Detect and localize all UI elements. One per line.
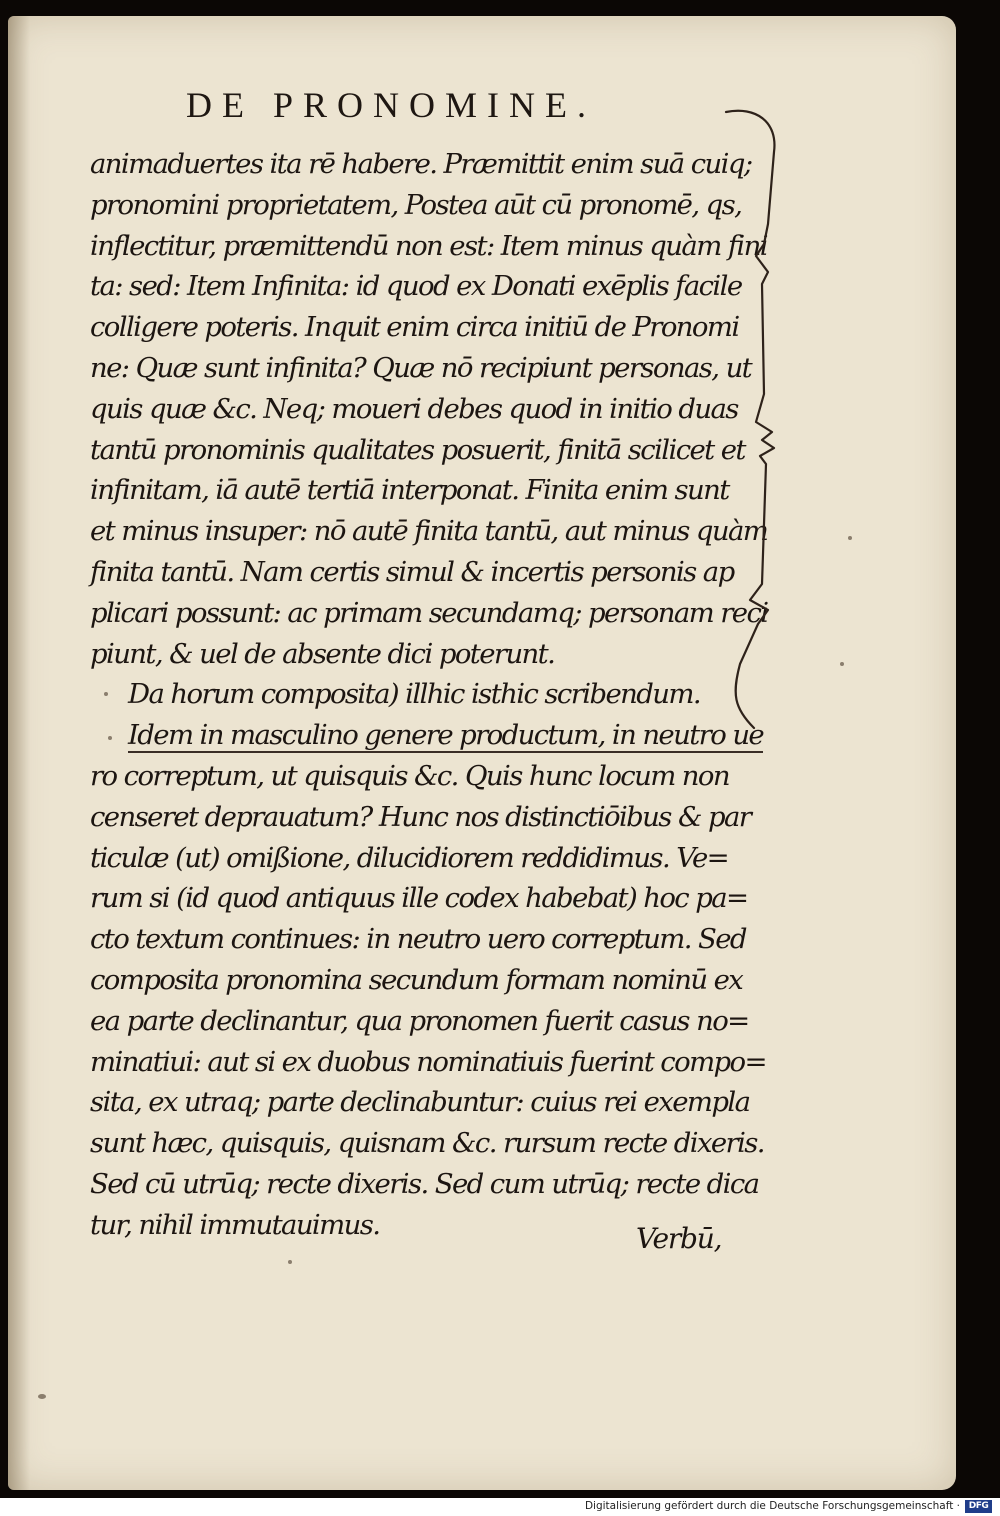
text-line: finita tantū. Nam certis simul & incertis personis ap	[90, 555, 734, 588]
text-line: piunt, & uel de absente dici poterunt.	[90, 637, 555, 670]
ink-speck	[288, 1260, 292, 1264]
handwritten-bracket-icon	[716, 104, 796, 744]
underlined-text: Idem in masculino genere productum, in neutro ue	[128, 719, 764, 752]
body-text	[90, 144, 770, 1246]
funding-credit: Digitalisierung gefördert durch die Deutsche Forschungsgemeinschaft ·	[584, 1500, 960, 1512]
running-head: DE PRONOMINE.	[186, 85, 597, 125]
ink-speck	[38, 1394, 46, 1399]
catchword: Verbū,	[636, 1222, 722, 1255]
lemma-line: Da horum composita) illhic isthic scribendum.	[128, 678, 700, 711]
text-line: sita, ex utraq; parte declinabuntur: cuius rei exempla	[90, 1086, 750, 1119]
text-line: colligere poteris. Inquit enim circa initiū de Pronomi	[90, 311, 739, 344]
text-line: infinitam, iā autē tertiā interponat. Finita enim sunt	[90, 474, 729, 507]
ink-speck	[840, 662, 844, 666]
text-line: sunt hæc, quisquis, quisnam &c. rursum recte dixeris.	[90, 1127, 764, 1160]
text-line: ticulæ (ut) omißione, dilucidiorem reddidimus. Ve=	[90, 841, 729, 874]
dfg-logo: DFG	[965, 1500, 992, 1513]
text-line: rum si (id quod antiquus ille codex habebat) hoc pa=	[90, 882, 748, 915]
text-line: pronomini proprietatem, Postea aūt cū pronomē, qs,	[90, 188, 742, 221]
text-line: tur, nihil immutauimus.	[90, 1208, 380, 1241]
ink-speck	[848, 536, 852, 540]
text-line: cto textum continues: in neutro uero correptum. Sed	[90, 923, 746, 956]
text-line: ro correptum, ut quisquis &c. Quis hunc locum non	[90, 759, 729, 792]
text-line: tantū pronominis qualitates posuerit, finitā scilicet et	[90, 433, 745, 466]
text-line: minatiui: aut si ex duobus nominatiuis fuerint compo=	[90, 1045, 766, 1078]
text-line: animaduertes ita rē habere. Præmittit enim suā cuiq;	[90, 148, 752, 180]
text-line: Sed cū utrūq; recte dixeris. Sed cum utrūq; recte dica	[90, 1167, 759, 1200]
ink-speck	[104, 692, 108, 696]
text-line: censeret deprauatum? Hunc nos distinctiōibus & par	[90, 800, 751, 833]
text-line: ne: Quæ sunt infinita? Quæ nō recipiunt personas, ut	[90, 351, 752, 384]
text-line: inflectitur, præmittendū non est: Item minus quàm fini	[90, 229, 767, 262]
text-line: composita pronomina secundum formam nominū ex	[90, 963, 743, 996]
text-line: ea parte declinantur, qua pronomen fuerit casus no=	[90, 1004, 749, 1037]
text-line: plicari possunt: ac primam secundamq; personam reci	[90, 596, 768, 629]
book-page	[8, 16, 956, 1490]
text-line: quis quæ &c. Neq; moueri debes quod in initio duas	[90, 392, 738, 425]
text-line: et minus insuper: nō autē finita tantū, aut minus quàm	[90, 515, 768, 548]
ink-speck	[108, 736, 112, 740]
page-gutter-shadow	[8, 16, 30, 1490]
digitization-footer	[0, 1498, 1000, 1516]
underlined-text-line	[90, 715, 770, 756]
text-line: ta: sed: Item Infinita: id quod ex Donati exēplis facile	[90, 270, 742, 303]
